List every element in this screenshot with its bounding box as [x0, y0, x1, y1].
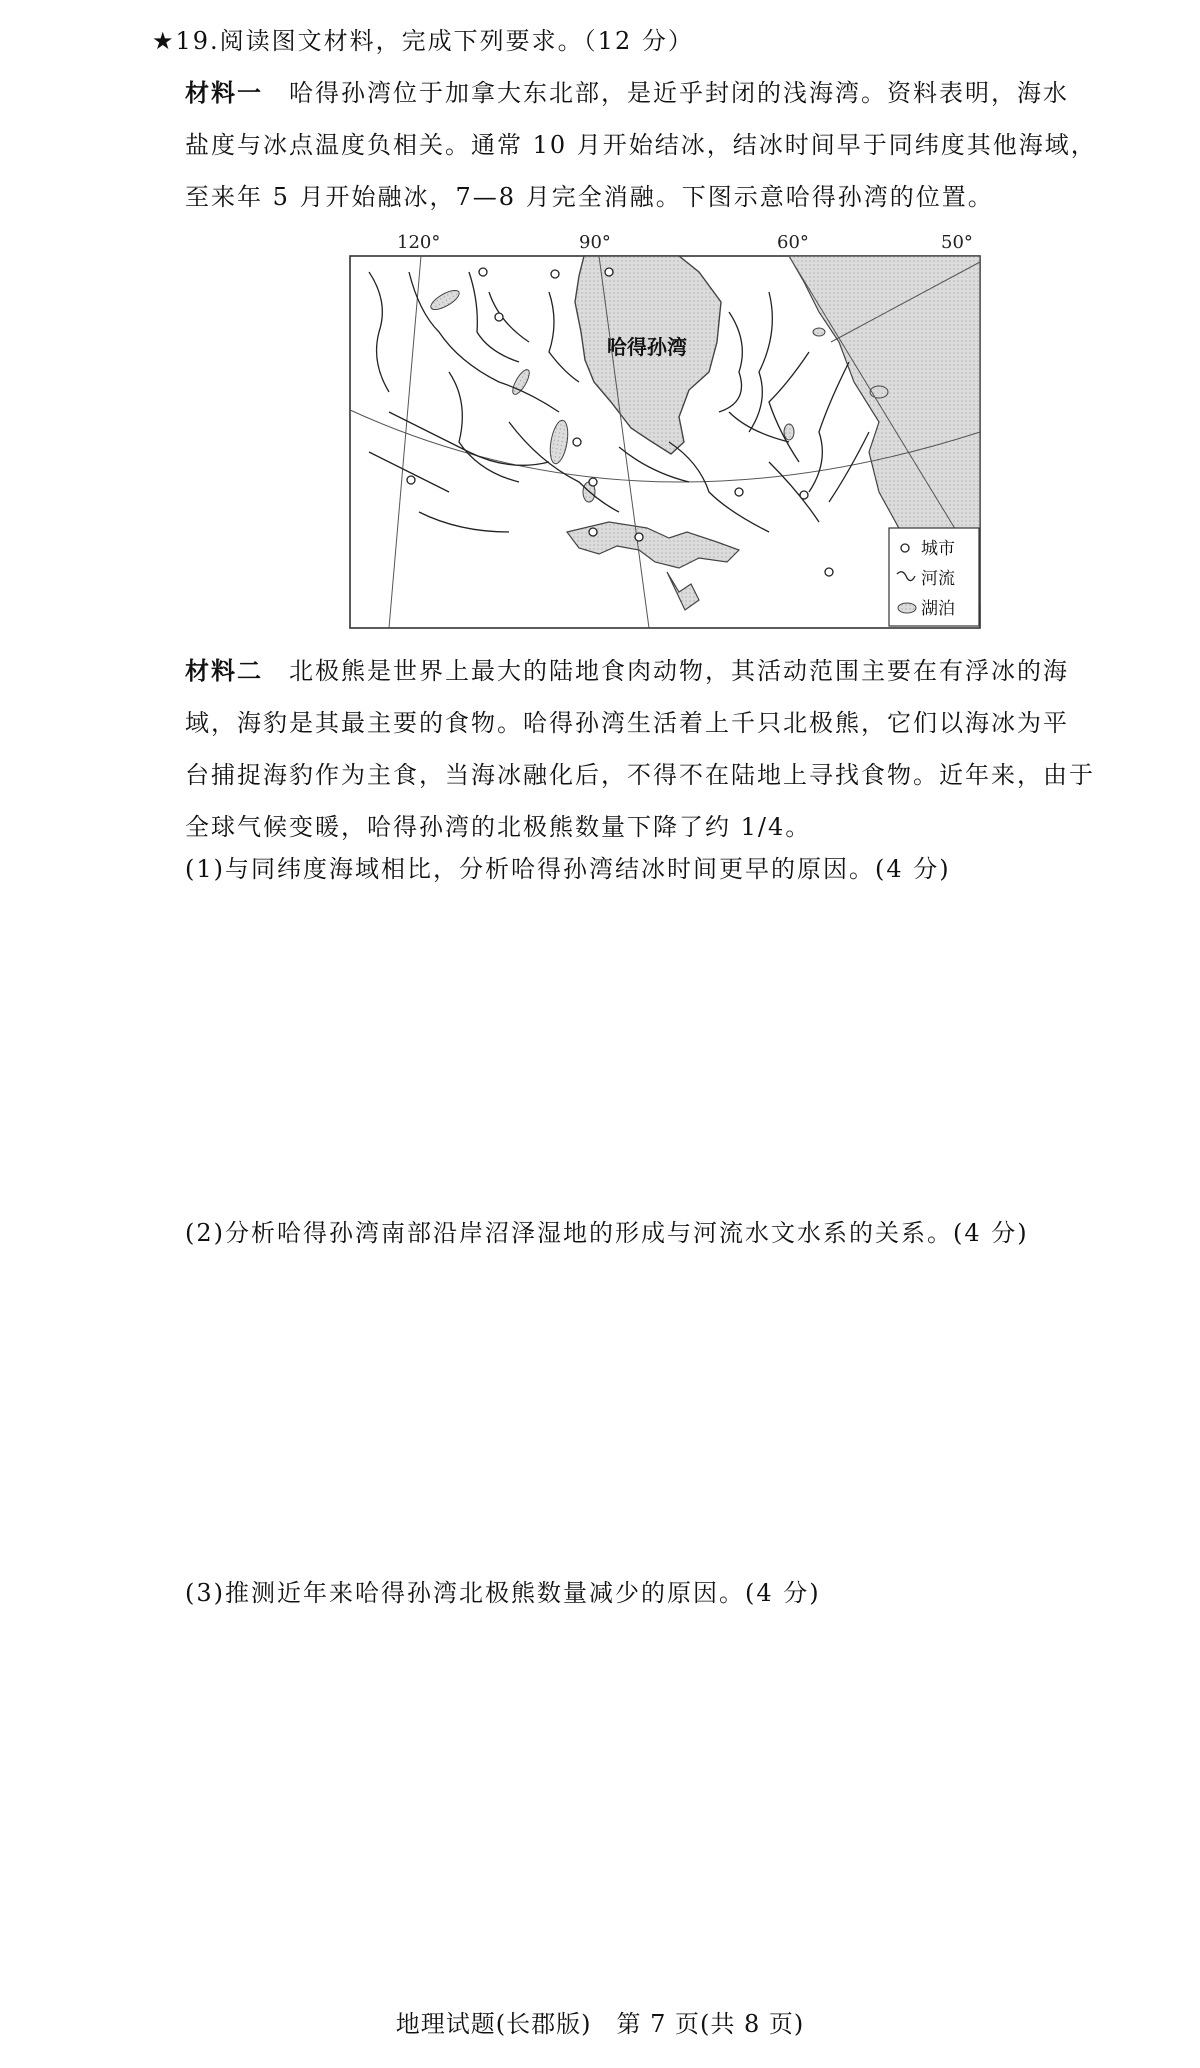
- sub-question-3: (3)推测近年来哈得孙湾北极熊数量减少的原因。(4 分): [185, 1579, 821, 1607]
- legend-city-label: 城市: [921, 539, 955, 559]
- page-footer: 地理试题(长郡版) 第 7 页(共 8 页): [395, 2010, 805, 2038]
- question-heading: [152, 26, 694, 56]
- material2-label: 材料二: [185, 657, 263, 685]
- material2-line-3: 台捕捉海豹作为主食，当海冰融化后，不得不在陆地上寻找食物。近年来，由于: [185, 761, 1095, 789]
- map-legend: [889, 528, 979, 626]
- material2-line-4: 全球气候变暖，哈得孙湾的北极熊数量下降了约 1/4。: [185, 813, 812, 841]
- legend-lake-label: 湖泊: [921, 599, 955, 619]
- material2-line-1: [185, 656, 1069, 686]
- material1-line-3: 至来年 5 月开始融冰，7—8 月完全消融。下图示意哈得孙湾的位置。: [185, 183, 994, 211]
- question-title: 19.阅读图文材料，完成下列要求。（12 分）: [175, 27, 694, 55]
- material2-text-1: 北极熊是世界上最大的陆地食肉动物，其活动范围主要在有浮冰的海: [289, 657, 1069, 685]
- sub-question-1: (1)与同纬度海域相比，分析哈得孙湾结冰时间更早的原因。(4 分): [185, 855, 951, 883]
- material1-label: 材料一: [185, 79, 263, 107]
- legend-river-label: 河流: [921, 569, 955, 589]
- hudson-bay-label: 哈得孙湾: [607, 335, 687, 359]
- material1-text-1: 哈得孙湾位于加拿大东北部，是近乎封闭的浅海湾。资料表明，海水: [289, 79, 1069, 107]
- star-icon: ★: [152, 27, 176, 55]
- hudson-bay-map: [349, 232, 981, 632]
- sub-question-2: (2)分析哈得孙湾南部沿岸沼泽湿地的形成与河流水文水系的关系。(4 分): [185, 1219, 1029, 1247]
- longitude-label-50: 50°: [941, 232, 973, 253]
- longitude-label-60: 60°: [777, 232, 809, 253]
- material1-line-2: 盐度与冰点温度负相关。通常 10 月开始结冰，结冰时间早于同纬度其他海域，: [185, 131, 1097, 159]
- longitude-label-90: 90°: [579, 232, 611, 253]
- longitude-label-120: 120°: [397, 232, 441, 253]
- material1-line-1: [185, 78, 1069, 108]
- lake-legend-icon: [898, 603, 916, 613]
- material2-line-2: 域，海豹是其最主要的食物。哈得孙湾生活着上千只北极熊，它们以海冰为平: [185, 709, 1069, 737]
- city-legend-icon: [901, 544, 909, 552]
